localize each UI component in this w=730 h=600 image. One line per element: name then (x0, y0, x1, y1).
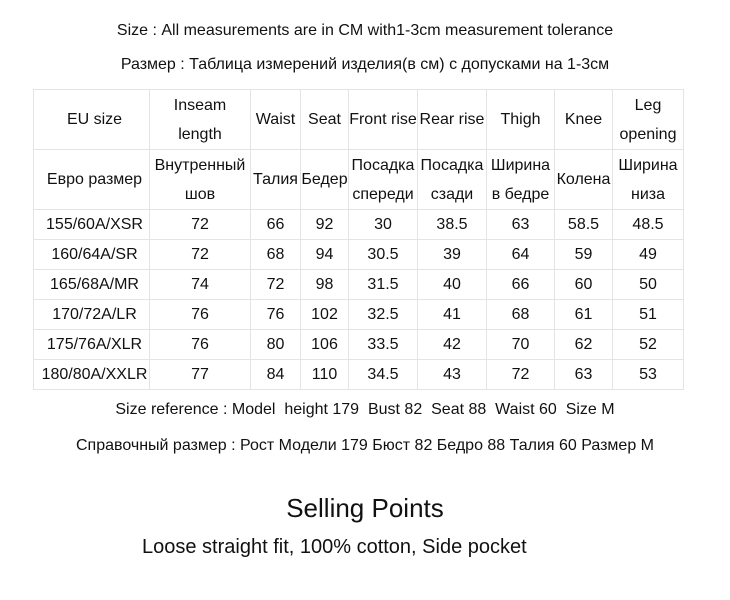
size-label-cell: 175/76A/XLR (34, 330, 150, 360)
measurement-cell: 30 (349, 210, 418, 240)
measurement-cell: 32.5 (349, 300, 418, 330)
header-cell: Front rise (349, 90, 418, 150)
measurement-cell: 66 (487, 270, 555, 300)
measurement-cell: 61 (555, 300, 613, 330)
selling-points-text: Loose straight fit, 100% cotton, Side pocket (142, 536, 527, 558)
header-cell: Waist (251, 90, 301, 150)
header-cell: Колена (555, 150, 613, 210)
measurement-cell: 92 (301, 210, 349, 240)
measurement-cell: 50 (613, 270, 684, 300)
table-row (34, 330, 684, 360)
measurement-cell: 33.5 (349, 330, 418, 360)
header-cell: Thigh (487, 90, 555, 150)
header-cell: Rear rise (418, 90, 487, 150)
header-cell: Ширина в бедре (487, 150, 555, 210)
measurement-cell: 64 (487, 240, 555, 270)
measurement-note-ru: Размер : Таблица измерений изделия(в см) с допусками на 1-3см (120, 56, 610, 73)
measurement-cell: 94 (301, 240, 349, 270)
measurement-cell: 58.5 (555, 210, 613, 240)
measurement-cell: 34.5 (349, 360, 418, 390)
measurement-cell: 42 (418, 330, 487, 360)
measurement-cell: 72 (251, 270, 301, 300)
header-cell: Внутренный шов (150, 150, 251, 210)
measurement-cell: 31.5 (349, 270, 418, 300)
measurement-cell: 72 (150, 210, 251, 240)
size-label-cell: 160/64A/SR (34, 240, 150, 270)
size-reference-ru: Справочный размер : Рост Модели 179 Бюст 82 Бедро 88 Талия 60 Размер М (75, 437, 654, 454)
header-row-ru (34, 150, 684, 210)
measurement-cell: 41 (418, 300, 487, 330)
size-label-cell: 165/68A/MR (34, 270, 150, 300)
header-cell: Knee (555, 90, 613, 150)
table-row (34, 270, 684, 300)
measurement-note-en: Size : All measurements are in CM with1-3cm measurement tolerance (116, 22, 614, 39)
measurement-cell: 106 (301, 330, 349, 360)
measurement-cell: 70 (487, 330, 555, 360)
header-row-en (34, 90, 684, 150)
measurement-cell: 68 (487, 300, 555, 330)
measurement-cell: 76 (150, 300, 251, 330)
measurement-cell: 39 (418, 240, 487, 270)
size-label-cell: 155/60A/XSR (34, 210, 150, 240)
measurement-cell: 76 (251, 300, 301, 330)
measurement-cell: 38.5 (418, 210, 487, 240)
measurement-cell: 63 (487, 210, 555, 240)
measurement-cell: 98 (301, 270, 349, 300)
measurement-cell: 48.5 (613, 210, 684, 240)
measurement-cell: 51 (613, 300, 684, 330)
measurement-cell: 77 (150, 360, 251, 390)
size-reference-en: Size reference : Model height 179 Bust 82 Seat 88 Waist 60 Size M (115, 401, 615, 418)
table-row (34, 360, 684, 390)
measurement-cell: 84 (251, 360, 301, 390)
measurement-cell: 72 (150, 240, 251, 270)
measurement-cell: 74 (150, 270, 251, 300)
measurement-cell: 110 (301, 360, 349, 390)
header-cell: Inseam length (150, 90, 251, 150)
measurement-cell: 68 (251, 240, 301, 270)
size-label-cell: 170/72A/LR (34, 300, 150, 330)
measurement-cell: 53 (613, 360, 684, 390)
table-row (34, 210, 684, 240)
measurement-cell: 63 (555, 360, 613, 390)
measurement-cell: 102 (301, 300, 349, 330)
selling-points-title: Selling Points (286, 493, 444, 523)
measurement-cell: 49 (613, 240, 684, 270)
table-row (34, 240, 684, 270)
header-cell: Посадка спереди (349, 150, 418, 210)
table-row (34, 300, 684, 330)
measurement-cell: 43 (418, 360, 487, 390)
measurement-cell: 59 (555, 240, 613, 270)
header-cell: Евро размер (34, 150, 150, 210)
header-cell: Талия (251, 150, 301, 210)
measurement-cell: 60 (555, 270, 613, 300)
header-cell: Seat (301, 90, 349, 150)
size-chart-table (33, 89, 684, 390)
header-cell: Ширина низа (613, 150, 684, 210)
header-cell: Посадка сзади (418, 150, 487, 210)
measurement-cell: 76 (150, 330, 251, 360)
measurement-cell: 52 (613, 330, 684, 360)
header-cell: Бедер (301, 150, 349, 210)
measurement-cell: 80 (251, 330, 301, 360)
measurement-cell: 72 (487, 360, 555, 390)
size-label-cell: 180/80A/XXLR (34, 360, 150, 390)
measurement-cell: 40 (418, 270, 487, 300)
measurement-cell: 66 (251, 210, 301, 240)
header-cell: EU size (34, 90, 150, 150)
header-cell: Leg opening (613, 90, 684, 150)
measurement-cell: 30.5 (349, 240, 418, 270)
measurement-cell: 62 (555, 330, 613, 360)
